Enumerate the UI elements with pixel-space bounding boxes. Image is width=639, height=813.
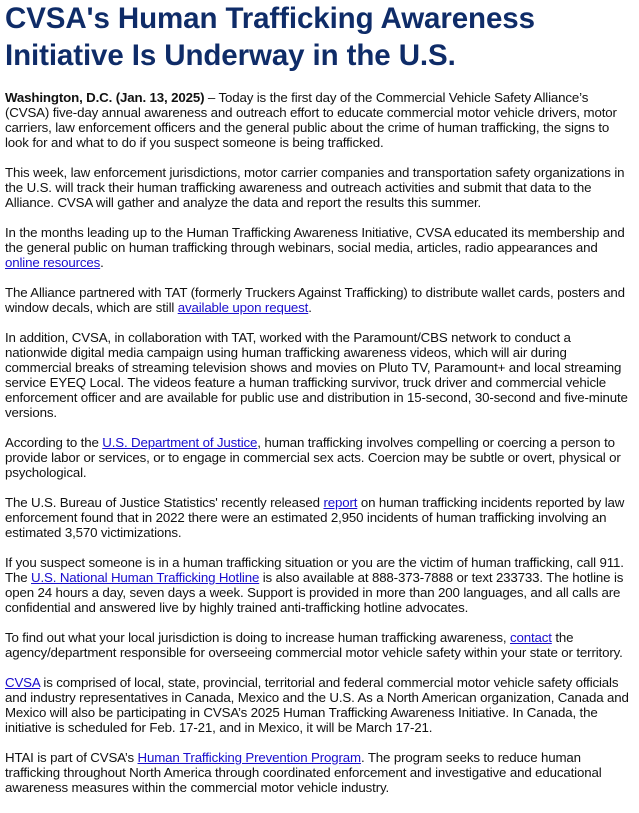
- article-title: CVSA's Human Trafficking Awareness Initiative Is Underway in the U.S.: [5, 2, 535, 72]
- paragraph-htai-program: HTAI is part of CVSA’s Human Trafficking Prevention Program. The program seeks to reduce human trafficking throughout North America through coordinated enforcement and investigative and educational awareness measures within the commercial motor vehicle industry.: [5, 750, 602, 795]
- contact-link[interactable]: contact: [509, 630, 552, 645]
- report-link[interactable]: report: [323, 495, 358, 510]
- doj-link[interactable]: U.S. Department of Justice: [102, 435, 258, 450]
- hotline-link[interactable]: U.S. National Human Trafficking Hotline: [31, 570, 260, 585]
- paragraph-education: In the months leading up to the Human Trafficking Awareness Initiative, CVSA educated its membership and the general public on human trafficking through webinars, social media, articles, radio appearances and online resources.: [5, 225, 625, 270]
- paragraph-hotline: If you suspect someone is in a human trafficking situation or you are the victim of human trafficking, call 911. The U.S. National Human Trafficking Hotline is also available at 888-373-7888 or text 233733. The hotline is open 24 hours a day, seven days a week. Support is provided in more than 200 languages, and all calls are confidential and answered live by highly trained anti-trafficking hotline advocates.: [5, 555, 624, 615]
- paragraph-media-campaign: In addition, CVSA, in collaboration with TAT, worked with the Paramount/CBS network to conduct a nationwide digital media campaign using human trafficking awareness videos, which will air during commercial breaks of streaming television shows and movies on Pluto TV, Paramount+ and local streaming service EYEQ Local. The videos feature a human trafficking survivor, truck driver and commercial vehicle enforcement officer and are available for public use and distribution in 15-second, 30-second and five-minute versions.: [5, 330, 628, 420]
- paragraph-doj-definition: According to the U.S. Department of Justice, human trafficking involves compelling or coercing a person to provide labor or services, or to engage in commercial sex acts. Coercion may be subtle or overt, physical or psychological.: [5, 435, 621, 480]
- available-upon-request-link[interactable]: available upon request: [177, 300, 309, 315]
- cvsa-link[interactable]: CVSA: [5, 675, 40, 690]
- prevention-program-link[interactable]: Human Trafficking Prevention Program: [137, 750, 361, 765]
- paragraph-tat-partnership: The Alliance partnered with TAT (formerly Truckers Against Trafficking) to distribute wallet cards, posters and window decals, which are still available upon request.: [5, 285, 625, 315]
- paragraph-about-cvsa: CVSA is comprised of local, state, provincial, territorial and federal commercial motor vehicle safety officials and industry representatives in Canada, Mexico and the U.S. As a North American organization, Canada and Mexico will also be participating in CVSA’s 2025 Human Trafficking Awareness Initiative. In Canada, the initiative is scheduled for Feb. 17-21, and in Mexico, it will be March 17-21.: [5, 675, 629, 735]
- online-resources-link[interactable]: online resources: [5, 255, 101, 270]
- paragraph-bjs-report: The U.S. Bureau of Justice Statistics' recently released report on human trafficking incidents reported by law enforcement found that in 2022 there were an estimated 2,950 incidents of human trafficking involving an estimated 3,570 victimizations.: [5, 495, 625, 540]
- paragraph-intro: Washington, D.C. (Jan. 13, 2025) – Today is the first day of the Commercial Vehicle Safety Alliance’s (CVSA) five-day annual awareness and outreach effort to educate commercial motor vehicle drivers, motor carriers, law enforcement officers and the general public about the crime of human trafficking, the signs to look for and what to do if you suspect someone is being trafficked.: [5, 90, 617, 150]
- paragraph-contact: To find out what your local jurisdiction is doing to increase human trafficking awareness, contact the agency/department responsible for overseeing commercial motor vehicle safety within your state or territory.: [5, 630, 623, 660]
- paragraph-tracking: This week, law enforcement jurisdictions, motor carrier companies and transportation safety organizations in the U.S. will track their human trafficking awareness and outreach activities and submit that data to the Alliance. CVSA will gather and analyze the data and report the results this summer.: [5, 165, 625, 210]
- dateline: Washington, D.C. (Jan. 13, 2025): [5, 90, 205, 105]
